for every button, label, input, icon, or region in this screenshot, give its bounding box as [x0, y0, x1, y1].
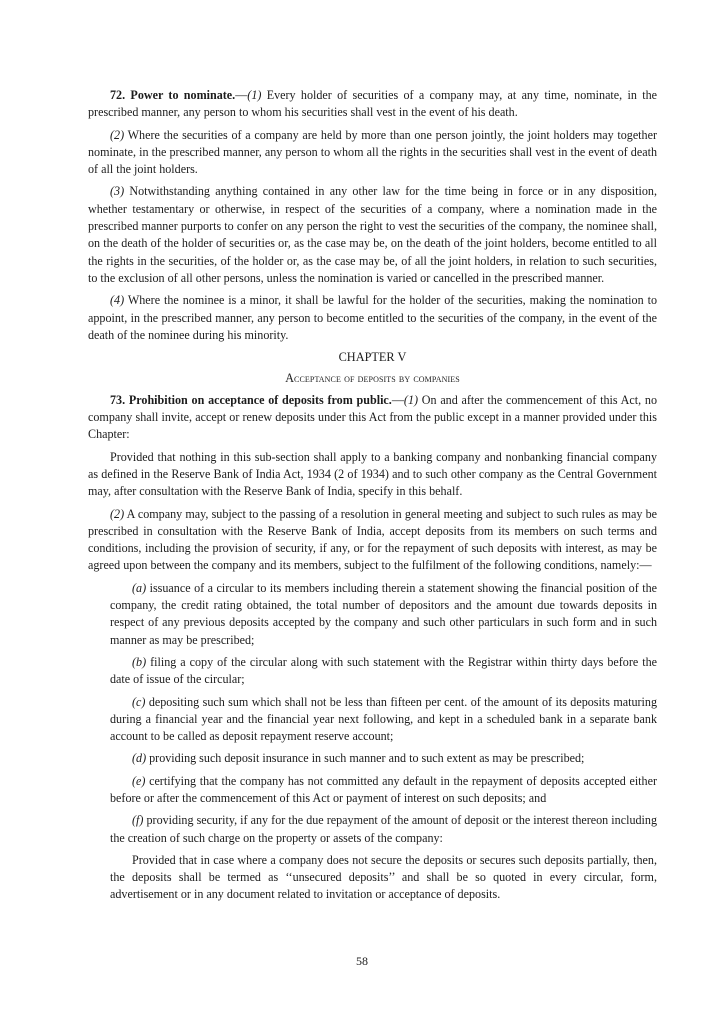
section-72-subsection-1: [88, 87, 657, 122]
subsection-text: Notwithstanding anything contained in any other law for the time being in force or in any disposition, whether testamentary or otherwise, in respect of the securities of a company, where a nomination made in the prescribed manner purports to confer on any person the right to vest the securities of the company, the nominee shall, on the death of the holder of securities or, as the case may be, on the death of the joint holders, become entitled to all the rights in the securities, of the holder or, as the case may be, of all the joint holders, in relation to such securities, to the exclusion of all other persons, unless the nomination is varied or cancelled in the prescribed manner.: [88, 184, 657, 285]
clause-a: [110, 580, 657, 649]
clause-c: [110, 694, 657, 746]
subsection-number: (1): [403, 392, 419, 407]
subsection-text: Every holder of securities of a company may, at any time, nominate, in the prescribed manner, any person to whom his securities shall vest in the event of his death.: [88, 88, 657, 120]
section-73-proviso-2: Provided that in case where a company does not secure the deposits or secures such deposits partially, then, the deposits shall be termed as ‘‘unsecured deposits’’ and shall be so quoted in every circular, form, advertisement or in any document related to invitation or acceptance of deposits.: [110, 852, 657, 902]
subsection-text: A company may, subject to the passing of a resolution in general meeting and subject to such rules as may be prescribed in consultation with the Reserve Bank of India, accept deposits from its members on such terms and conditions, including the provision of security, if any, or for the repayment of such deposits with interest, as may be agreed upon between the company and its members, subject to the fulfilment of the following conditions, namely:—: [88, 506, 657, 573]
clause-e: [110, 773, 657, 808]
section-72-subsection-4: [88, 292, 657, 344]
chapter-subtitle: Acceptance of deposits by companies: [285, 371, 460, 386]
section-73-proviso-1: Provided that nothing in this sub-section shall apply to a banking company and nonbanking financial company as defined in the Reserve Bank of India Act, 1934 (2 of 1934) and to such other company as the Central Government may, after consultation with the Reserve Bank of India, specify in this behalf.: [88, 449, 657, 499]
section-72-heading: 72. Power to nominate.: [110, 88, 236, 102]
clause-text: issuance of a circular to its members including therein a statement showing the financial position of the company, the credit rating obtained, the total number of depositors and the amount due towards deposits in respect of any previous deposits accepted by the company and such other particulars in such form and in such manner as may be prescribed;: [110, 580, 657, 647]
section-72-subsection-2: [88, 127, 657, 179]
clause-text: depositing such sum which shall not be less than fifteen per cent. of the amount of its deposits maturing during a financial year and the financial year next following, and kept in a scheduled bank in a separate bank account to be called as deposit repayment reserve account;: [110, 694, 657, 744]
clause-number: (b): [132, 654, 147, 669]
heading-dash: —: [391, 392, 404, 407]
subsection-text: On and after the commencement of this Act, no company shall invite, accept or renew deposits under this Act from the public except in a manner provided under this Chapter:: [88, 392, 657, 442]
section-72-subsection-3: [88, 183, 657, 287]
clause-number: (a): [132, 580, 147, 595]
clause-text: certifying that the company has not committed any default in the repayment of deposits accepted either before or after the commencement of this Act or payment of interest on such deposits; and: [110, 773, 657, 805]
clause-text: providing such deposit insurance in such manner and to such extent as may be prescribed;: [146, 751, 585, 766]
subsection-number: (3): [110, 184, 125, 199]
clause-d: [110, 750, 657, 767]
section-73-subsection-2: [88, 506, 657, 575]
subsection-number: (2): [110, 506, 125, 521]
subsection-number: (4): [110, 293, 125, 308]
clause-number: (f): [132, 813, 144, 828]
section-73-heading: 73. Prohibition on acceptance of deposits from public.: [110, 392, 392, 407]
clause-b: [110, 654, 657, 689]
clause-number: (e): [132, 773, 146, 788]
section-73-subsection-1: [88, 392, 657, 444]
subsection-text: Where the securities of a company are held by more than one person jointly, the joint holders may together nominate, in the prescribed manner, any person to whom all the rights in the securities shall vest in the event of death of all the joint holders.: [88, 127, 657, 177]
subsection-number: (2): [110, 127, 125, 142]
clause-text: providing security, if any for the due repayment of the amount of deposit or the interest thereon including the creation of such charge on the property or assets of the company:: [110, 813, 657, 845]
heading-dash: —: [235, 88, 248, 102]
clause-text: filing a copy of the circular along with such statement with the Registrar within thirty days before the date of issue of the circular;: [110, 654, 657, 687]
clause-number: (c): [132, 694, 146, 709]
clause-number: (d): [132, 751, 147, 766]
chapter-title: CHAPTER V: [338, 350, 407, 365]
subsection-number: (1): [247, 88, 262, 102]
clause-f: [110, 812, 657, 847]
subsection-text: Where the nominee is a minor, it shall be lawful for the holder of the securities, making the nomination to appoint, in the prescribed manner, any person to become entitled to the securities of the company, in the event of the death of the nominee during his minority.: [88, 293, 657, 342]
page-number: 58: [356, 954, 368, 968]
